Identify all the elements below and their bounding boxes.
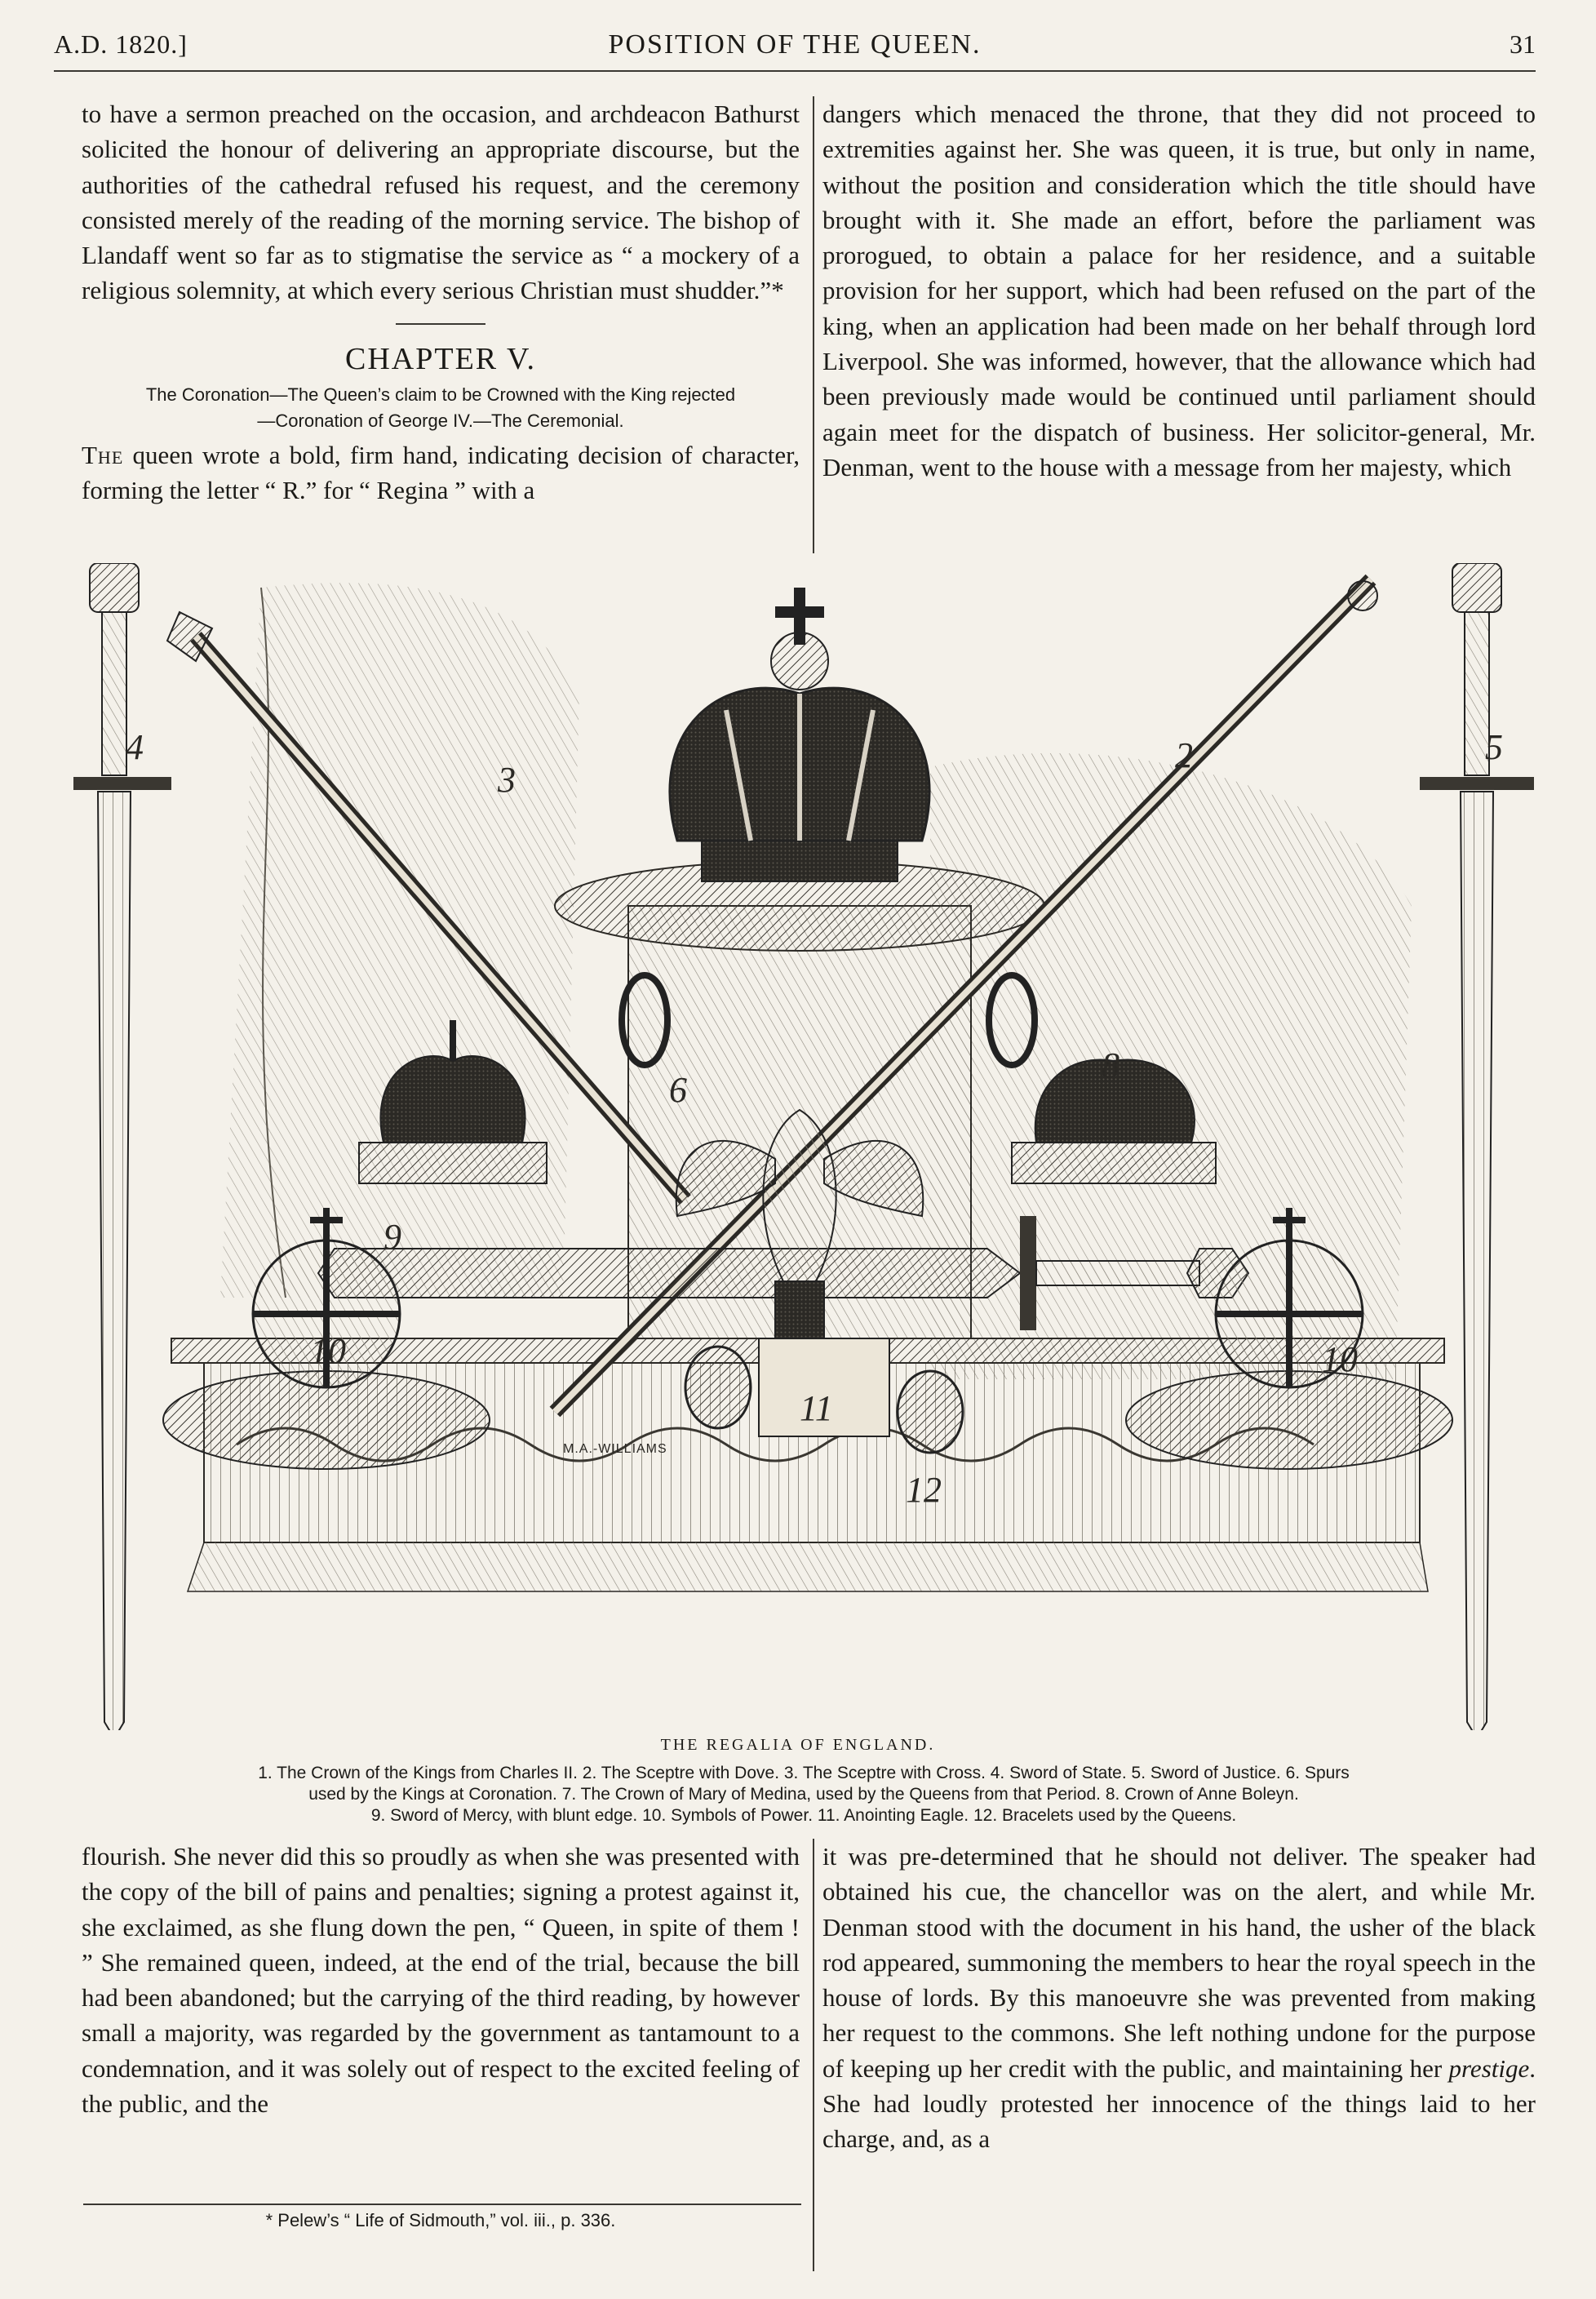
footnote-rule — [83, 2204, 801, 2205]
column-bottom-left — [82, 1839, 800, 2198]
label-6: 6 — [669, 1070, 687, 1110]
chapter-summary-line: The Coronation—The Queen’s claim to be Crowned with the King rejected — [145, 384, 736, 405]
bracelet — [898, 1371, 963, 1453]
label-12: 12 — [906, 1470, 942, 1510]
caption-line: 1. The Crown of the Kings from Charles II. 2. The Sceptre with Dove. 3. The Sceptre with Cross. 4. Sword of State. 5. Sword of Justice. 6. Spurs — [258, 1764, 1350, 1782]
chapter-rule — [396, 323, 485, 325]
running-head — [54, 24, 1536, 72]
label-9: 9 — [383, 1217, 401, 1257]
column-top-right — [822, 96, 1536, 561]
running-head-title: POSITION OF THE QUEEN. — [608, 29, 982, 60]
italic-word: prestige — [1448, 2053, 1530, 2083]
label-10-left: 10 — [310, 1331, 346, 1371]
chapter-title: CHAPTER V. — [345, 341, 536, 376]
column-divider — [813, 1839, 814, 2271]
regalia-engraving — [73, 563, 1534, 1730]
paragraph: dangers which menaced the throne, that they did not proceed to extremities against her. She was queen, it is true, but only in name, without the position and consideration which the title should have brought with it. She made an effort, before the parliament was prorogued, to obtain a palace for her residence, and a suitable provision for her support, which had been refused on the part of the king, when an application had been made on her behalf through lord Liverpool. She was informed, however, that the allowance which had been previously made would be continued until parliament should again meet for the dispatch of business. Her solicitor-general, Mr. Denman, went to the house with a message from her majesty, which — [822, 100, 1536, 482]
column-top-left — [82, 96, 800, 561]
running-head-year: A.D. 1820.] — [54, 29, 188, 59]
label-4: 4 — [126, 727, 144, 767]
column-divider — [813, 96, 814, 553]
paragraph: flourish. She never did this so proudly as when she was presented with the copy of the bill of pains and penalties; signing a protest against it, she exclaimed, as she flung down the pen, “ Queen, in spite of them ! ” She remained queen, indeed, at the end of the trial, because the bill had been abandoned; but the carrying of the third reading, by however small a majority, was regarded by the government as tantamount to a condemnation, and it was solely out of respect to the excited feeling of the public, and the — [82, 1842, 800, 2119]
column-bottom-right — [822, 1839, 1536, 2279]
drapery — [220, 583, 579, 1298]
sword-of-justice — [1420, 563, 1534, 1730]
label-11: 11 — [800, 1388, 833, 1428]
paragraph — [82, 437, 800, 508]
lead-word: The — [82, 440, 124, 469]
engraver-signature: M.A.-WILLIAMS — [563, 1442, 667, 1456]
caption — [73, 1763, 1534, 1826]
page-number: 31 — [1510, 29, 1536, 59]
paragraph: to have a sermon preached on the occasion, and archdeacon Bathurst solicited the honour of delivering an appropriate discourse, but the authorities of the cathedral refused his request, and the ceremony consisted merely of the reading of the morning service. The bishop of Llandaff went so far as to stigmatise the service as “ a mockery of a religious solemnity, at which every serious Christian must shudder.”* — [82, 100, 800, 305]
chapter-summary — [82, 382, 800, 434]
chapter-summary-line: —Coronation of George IV.—The Ceremonial. — [257, 410, 624, 431]
caption-line: used by the Kings at Coronation. 7. The Crown of Mary of Medina, used by the Queens from that Period. 8. Crown of Anne Boleyn. — [308, 1785, 1299, 1804]
label-3: 3 — [498, 760, 516, 800]
crown-charles-ii — [670, 588, 929, 881]
label-2: 2 — [1175, 735, 1193, 775]
label-5: 5 — [1485, 727, 1503, 767]
caption-line: 9. Sword of Mercy, with blunt edge. 10. Symbols of Power. 11. Anointing Eagle. 12. Bracelets used by the Queens. — [370, 1806, 1237, 1825]
sword-of-state — [73, 563, 171, 1730]
paragraph — [822, 1839, 1536, 2157]
caption-title: THE REGALIA OF ENGLAND. — [660, 1736, 936, 1754]
paragraph-text: it was pre-determined that he should not deliver. The speaker had obtained his cue, the chancellor was on the alert, and while Mr. Denman stood with the document in his hand, the usher of the black rod appeared, summoning the members to hear the royal speech in the house of lords. By this manoeuvre she was prevented from making her request to the commons. She left nothing undone for the purpose of keeping up her credit with the public, and maintaining her — [822, 1842, 1536, 2083]
label-8: 8 — [1102, 1045, 1119, 1085]
paragraph-text: . She had loudly protested her innocence of the things laid to her charge, and, as a — [822, 2053, 1536, 2154]
regalia-drawing — [73, 563, 1534, 1730]
bracelet — [685, 1347, 751, 1428]
label-10-right: 10 — [1322, 1339, 1358, 1379]
footnote: * Pelew’s “ Life of Sidmouth,” vol. iii., p. 336. — [265, 2210, 616, 2230]
paragraph-text: queen wrote a bold, firm hand, indicating decision of character, forming the letter “ R.” for “ Regina ” with a — [82, 440, 800, 505]
